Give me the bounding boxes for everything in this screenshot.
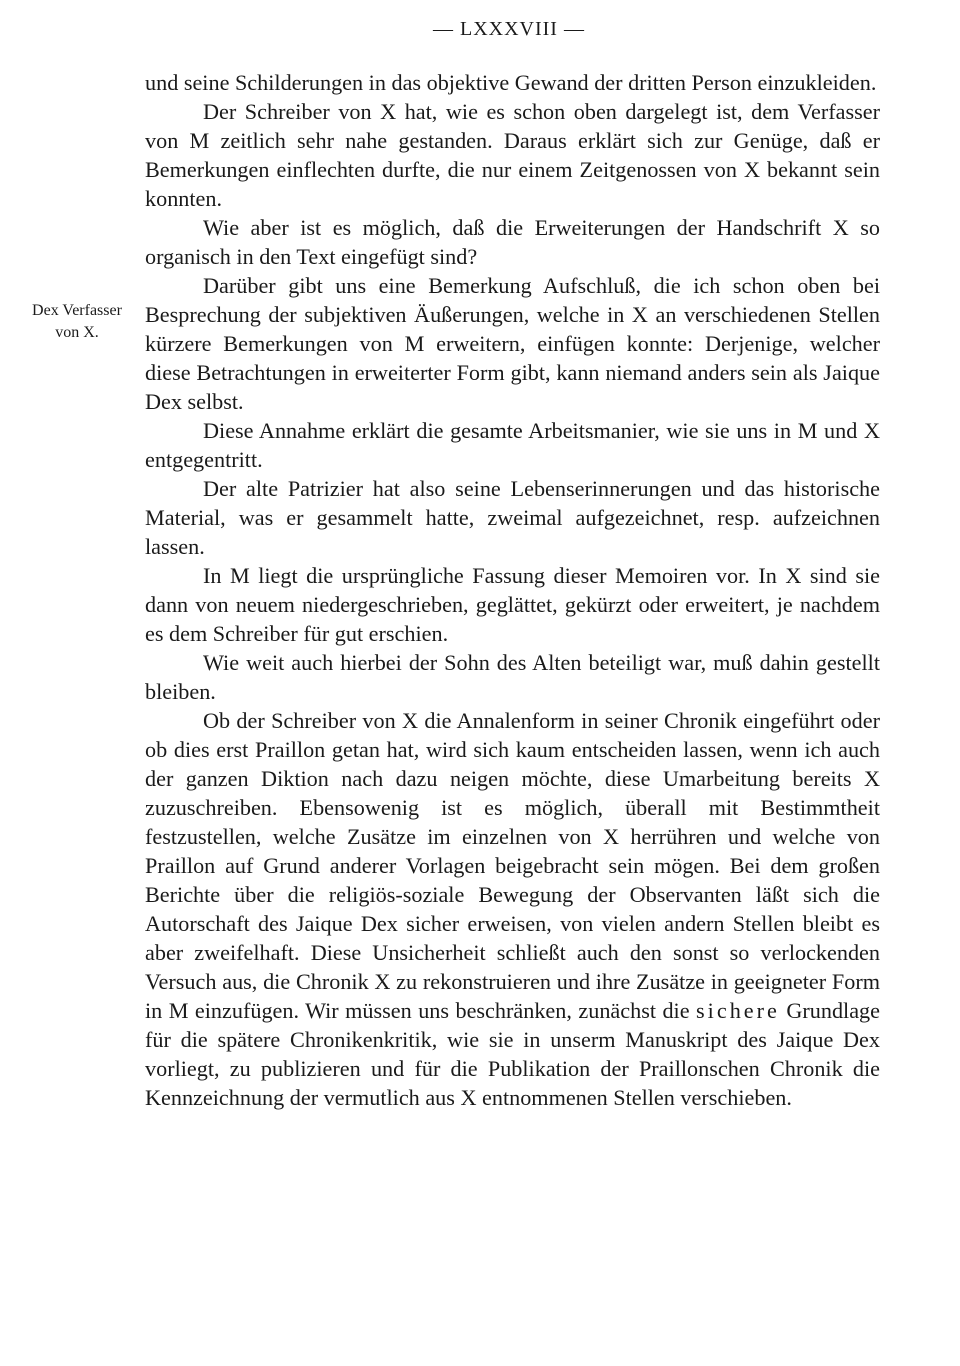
emphasized-word: sichere [696,998,780,1023]
paragraph [145,706,880,1112]
paragraph: Der Schreiber von X hat, wie es schon oben dargelegt ist, dem Verfasser von M zeitlich sehr nahe gestanden. Daraus erklärt sich zur Genüge, daß er Bemerkungen einflechten durfte, die nur einem Zeitgenossen von X bekannt sein konnten. [145,99,880,211]
paragraph: Darüber gibt uns eine Bemerkung Aufschluß, die ich schon oben bei Besprechung der subjektiven Äußerungen, welche in X an verschiedenen Stellen kürzere Bemerkungen von M erweitern, einfügen konnte: Derjenige, welcher diese Betrachtungen in erweiterter Form gibt, kann niemand anders sein als Jaique Dex selbst. [145,273,880,414]
paragraph: und seine Schilderungen in das objektive Gewand der dritten Person einzukleiden. [145,70,877,95]
margin-note [16,300,138,344]
page-header [0,18,960,41]
margin-note-line: von X. [55,324,99,341]
paragraph-text: Ob der Schreiber von X die Annalenform in seiner Chronik eingeführt oder ob dies erst Praillon getan hat, wird sich kaum entscheiden lassen, wenn ich auch der ganzen Diktion nach dazu neigen möchte, diese Umarbeitung bereits X zuzuschreiben. Ebensowenig ist es möglich, überall mit Bestimmtheit festzustellen, welche Zusätze im einzelnen von X herrühren und welche von Praillon auf Grund anderer Vorlagen beigebracht sein mögen. Bei dem großen Berichte über die religiös-soziale Bewegung der Observanten läßt sich die Autorschaft des Jaique Dex sicher erweisen, von vielen andern Stellen bleibt es aber zweifelhaft. Diese Unsicherheit schließt auch den sonst so verlockenden Versuch aus, die Chronik X zu rekonstruieren und ihre Zusätze in geeigneter Form in M einzufügen. Wir müssen uns beschränken, zunächst die [145,708,880,1023]
paragraph: In M liegt die ursprüngliche Fassung dieser Memoiren vor. In X sind sie dann von neuem niedergeschrieben, geglättet, gekürzt oder erweitert, je nachdem es dem Schreiber für gut erschien. [145,563,880,646]
paragraph: Diese Annahme erklärt die gesamte Arbeitsmanier, wie sie uns in M und X entgegentritt. [145,418,880,472]
paragraph-text: Grundlage für die spätere Chronikenkritik, wie sie in unserm Manuskript des Jaique Dex vorliegt, zu publizieren und für die Publikation der Praillonschen Chronik die Kennzeichnung der vermutlich aus X entnommenen Stellen verschieben. [145,998,880,1110]
paragraph: Wie weit auch hierbei der Sohn des Alten beteiligt war, muß dahin gestellt bleiben. [145,650,880,704]
margin-note-line: Dex Verfasser [32,302,122,319]
body-text [145,68,880,1112]
paragraph: Wie aber ist es möglich, daß die Erweiterungen der Handschrift X so organisch in den Text eingefügt sind? [145,215,880,269]
page-number: — LXXXVIII — [433,18,585,40]
paragraph: Der alte Patrizier hat also seine Lebenserinnerungen und das historische Material, was er gesammelt hatte, zweimal aufgezeichnet, resp. aufzeichnen lassen. [145,476,880,559]
